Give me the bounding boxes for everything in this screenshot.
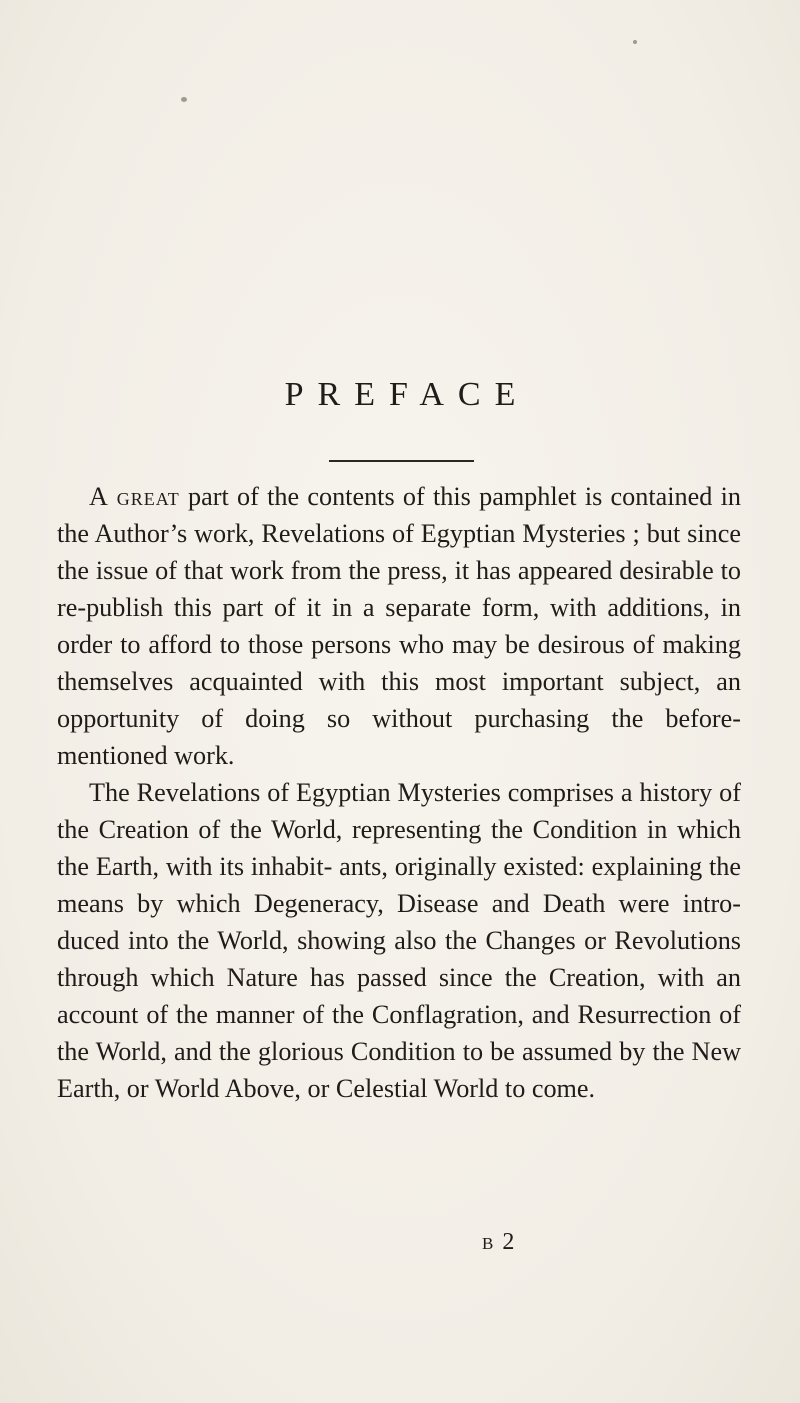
paragraph-2: [57, 774, 741, 1107]
ink-speck: [181, 97, 187, 102]
signature-letter: b: [482, 1229, 495, 1255]
paragraph-1-lead: A great: [89, 482, 180, 511]
ink-speck: [633, 40, 637, 44]
signature-mark: [482, 1227, 515, 1257]
preface-body: [57, 478, 741, 1107]
paragraph-1-text: part of the contents of this pamphlet is contained in the Author’s work, Revelations of Egyptian Mysteries ; but since the issue of that work from the press, it has appeared desirable to re-publish this part of it in a separate form, with additions, in order to afford to those persons who may be desirous of making themselves acquainted with this most important subject, an opportunity of doing so without purchasing the before-mentioned work.: [57, 482, 742, 770]
page-title: PREFACE: [284, 376, 530, 413]
title-rule: [329, 460, 474, 462]
paragraph-2-text: The Revelations of Egyptian Mysteries comprises a history of the Creation of the World, representing the Condition in which the Earth, with its inhabit- ants, originally existed: explaining the means by which Degeneracy, Disease and Death were intro- duced into the World, showing also the Changes or Revolutions through which Nature has passed since the Creation, with an account of the manner of the Conflagration, and Resurrection of the World, and the glorious Condition to be assumed by the New Earth, or World Above, or Celestial World to come.: [57, 778, 741, 1103]
paragraph-1: [57, 478, 741, 774]
signature-number: 2: [502, 1229, 516, 1255]
